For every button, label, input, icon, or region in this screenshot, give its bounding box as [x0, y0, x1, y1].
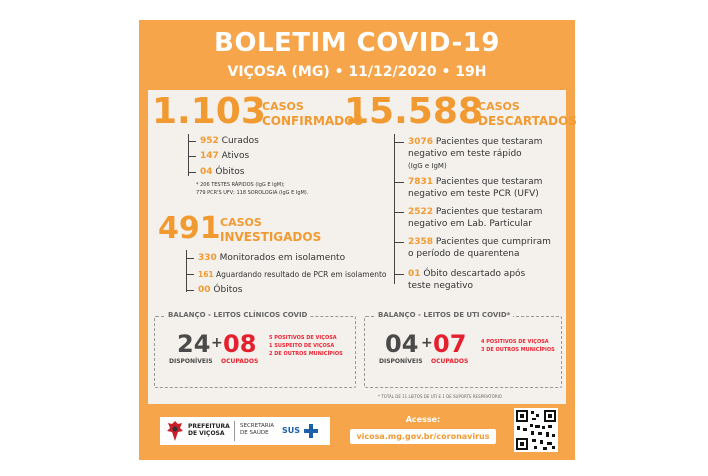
list-item-cont: o período de quarentena	[408, 249, 520, 259]
clinicos-detail: 1 SUSPEITO DE VIÇOSA	[269, 343, 335, 349]
uti-ocupados-label: OCUPADOS	[431, 358, 469, 365]
descartados-tree-line	[394, 134, 395, 284]
list-item-cont: negativo em teste rápido	[408, 149, 522, 159]
sus-cross-icon	[303, 423, 319, 439]
qr-code-icon[interactable]	[514, 408, 558, 452]
list-item: 00 Óbitos	[198, 285, 243, 295]
prefeitura-crest-icon	[166, 420, 184, 442]
sus-logo-text: SUS	[282, 426, 301, 435]
confirmados-label: CASOS CONFIRMADOS	[262, 100, 363, 128]
balanco-uti-box	[364, 311, 562, 388]
content-panel	[148, 90, 577, 404]
page-subtitle: VIÇOSA (MG) • 11/12/2020 • 19H	[227, 64, 487, 80]
list-item: 952 Curados	[200, 136, 259, 146]
prefeitura-logo-text: PREFEITURA DE VIÇOSA	[188, 423, 230, 437]
secretaria-text: SECRETARIA DE SAÚDE	[240, 423, 275, 436]
uti-footnote: * TOTAL DE 11 LEITOS DE UTI E 1 DE SUPORTE RESPIRATÓRIO	[378, 394, 502, 399]
confirmados-note-1: * 206 TESTES RÁPIDOS (IgG E IgM);	[196, 182, 285, 188]
page-title: BOLETIM COVID-19	[214, 28, 500, 58]
balanco-clinicos-title: BALANÇO - LEITOS CLÍNICOS COVID	[165, 311, 310, 319]
uti-detail: 3 DE OUTROS MUNICÍPIOS	[481, 347, 555, 353]
uti-ocupados: 07	[433, 330, 467, 358]
acesse-label: Acesse:	[405, 415, 441, 424]
list-item: 147 Ativos	[200, 151, 250, 161]
clinicos-ocupados-label: OCUPADOS	[221, 358, 259, 365]
website-link[interactable]: vicosa.mg.gov.br/coronavirus	[350, 429, 495, 444]
footer	[148, 409, 566, 453]
list-item-cont: negativo em teste PCR (UFV)	[408, 189, 539, 199]
clinicos-detail: 2 DE OUTROS MUNICÍPIOS	[269, 351, 343, 357]
uti-plus: +	[421, 335, 433, 351]
list-item-cont: (IgG e IgM)	[408, 162, 447, 170]
clinicos-disponiveis: 24	[177, 330, 211, 358]
investigados-label: CASOS INVESTIGADOS	[220, 216, 322, 244]
clinicos-ocupados: 08	[223, 330, 257, 358]
clinicos-detail: 5 POSITIVOS DE VIÇOSA	[269, 335, 337, 341]
list-item: 330 Monitorados em isolamento	[198, 253, 346, 263]
clinicos-plus: +	[211, 335, 223, 351]
acesse-block	[348, 415, 498, 444]
clinicos-disponiveis-label: DISPONÍVEIS	[169, 358, 213, 365]
list-item: 2358 Pacientes que cumpriram	[408, 237, 551, 247]
list-item: 161 Aguardando resultado de PCR em isolamento	[198, 270, 387, 279]
list-item: 7831 Pacientes que testaram	[408, 177, 543, 187]
bulletin-frame	[139, 20, 575, 460]
confirmados-note-2: 779 PCR'S UFV; 118 SOROLOGIA (IgG E IgM).	[196, 190, 309, 196]
descartados-number: 15.588	[344, 91, 483, 132]
balanco-uti-title: BALANÇO - LEITOS DE UTI COVID*	[375, 311, 513, 319]
descartados-label: CASOS DESCARTADOS	[478, 100, 577, 128]
list-item: 3076 Pacientes que testaram	[408, 137, 543, 147]
uti-detail: 4 POSITIVOS DE VIÇOSA	[481, 339, 549, 345]
list-item-cont: negativo em Lab. Particular	[408, 219, 532, 229]
logos-box	[160, 417, 330, 445]
investigados-number: 491	[158, 211, 221, 246]
balanco-clinicos-box	[154, 311, 356, 388]
confirmados-number: 1.103	[152, 91, 266, 132]
investigados-tree-line	[186, 250, 187, 292]
uti-disponiveis: 04	[385, 330, 419, 358]
uti-disponiveis-label: DISPONÍVEIS	[379, 358, 423, 365]
list-item: 04 Óbitos	[200, 167, 245, 177]
list-item: 2522 Pacientes que testaram	[408, 207, 543, 217]
list-item: 01 Óbito descartado após	[408, 269, 526, 279]
list-item-cont: teste negativo	[408, 281, 474, 291]
